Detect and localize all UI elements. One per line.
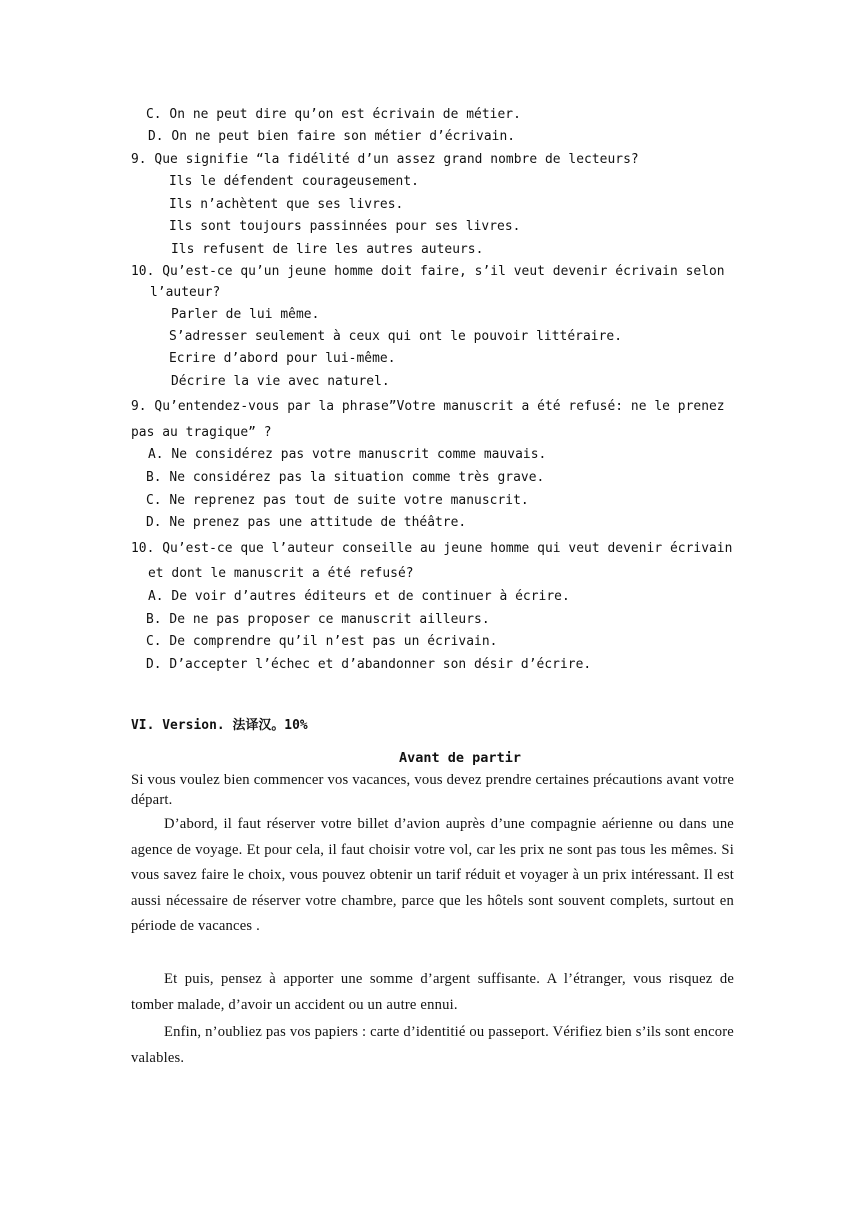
question-9b-option-b: B. Ne considérez pas la situation comme très grave. [146, 470, 545, 485]
passage-title: Avant de partir [399, 750, 521, 766]
question-9-option-1: Ils le défendent courageusement. [169, 174, 419, 189]
question-10-option-4: Décrire la vie avec naturel. [171, 374, 390, 389]
passage-paragraph-3: Et puis, pensez à apporter une somme d’argent suffisante. A l’étranger, vous risquez de tomber malade, d’avoir un accident ou un autre ennui. [131, 971, 734, 1013]
question-9-option-2: Ils n’achètent que ses livres. [169, 197, 404, 212]
question-9-option-4: Ils refusent de lire les autres auteurs. [171, 242, 484, 257]
question-10-option-3: Ecrire d’abord pour lui-même. [169, 351, 396, 366]
passage-paragraph-1: Si vous voulez bien commencer vos vacances, vous devez prendre certaines précautions avant votre départ. [131, 772, 734, 808]
question-9b-option-c: C. Ne reprenez pas tout de suite votre manuscrit. [146, 493, 529, 508]
question-10b-text-line2: et dont le manuscrit a été refusé? [148, 566, 414, 581]
question-10b-option-b: B. De ne pas proposer ce manuscrit ailleurs. [146, 612, 490, 627]
option-c-line: C. On ne peut dire qu’on est écrivain de métier. [146, 107, 521, 122]
question-9-text: 9. Que signifie “la fidélité d’un assez grand nombre de lecteurs? [131, 152, 639, 167]
option-d-line: D. On ne peut bien faire son métier d’écrivain. [148, 129, 516, 144]
question-9-option-3: Ils sont toujours passinnées pour ses livres. [169, 219, 521, 234]
question-10-option-2: S’adresser seulement à ceux qui ont le pouvoir littéraire. [169, 329, 623, 344]
question-10b-text-line1: 10. Qu’est-ce que l’auteur conseille au jeune homme qui veut devenir écrivain [131, 541, 733, 556]
section-heading: VI. Version. 法译汉。10% [131, 718, 308, 733]
question-10b-option-a: A. De voir d’autres éditeurs et de continuer à écrire. [148, 589, 570, 604]
question-9b-option-a: A. Ne considérez pas votre manuscrit comme mauvais. [148, 447, 547, 462]
question-10b-option-c: C. De comprendre qu’il n’est pas un écrivain. [146, 634, 498, 649]
question-10b-option-d: D. D’accepter l’échec et d’abandonner son désir d’écrire. [146, 657, 592, 672]
question-10-text-line2: l’auteur? [150, 285, 221, 300]
question-10-option-1: Parler de lui même. [171, 307, 320, 322]
passage-paragraph-4: Enfin, n’oubliez pas vos papiers : carte d’identitié ou passeport. Vérifiez bien s’ils sont encore valables. [131, 1024, 734, 1066]
passage-paragraph-2: D’abord, il faut réserver votre billet d’avion auprès d’une compagnie aérienne ou dans une agence de voyage. Et pour cela, il faut choisir votre vol, car les prix ne sont pas tous les mêmes. Si vous savez faire le choix, vous pouvez obtenir un tarif réduit et voyager à un prix intéressant. Il est aussi nécessaire de réserver votre chambre, parce que les hôtels sont souvent complets, surtout en période de vacances . [131, 816, 734, 935]
question-9b-option-d: D. Ne prenez pas une attitude de théâtre. [146, 515, 467, 530]
question-9b-text-line2: pas au tragique” ? [131, 425, 272, 440]
question-10-text-line1: 10. Qu’est-ce qu’un jeune homme doit faire, s’il veut devenir écrivain selon [131, 264, 725, 279]
question-9b-text-line1: 9. Qu’entendez-vous par la phrase”Votre manuscrit a été refusé: ne le prenez [131, 399, 725, 414]
